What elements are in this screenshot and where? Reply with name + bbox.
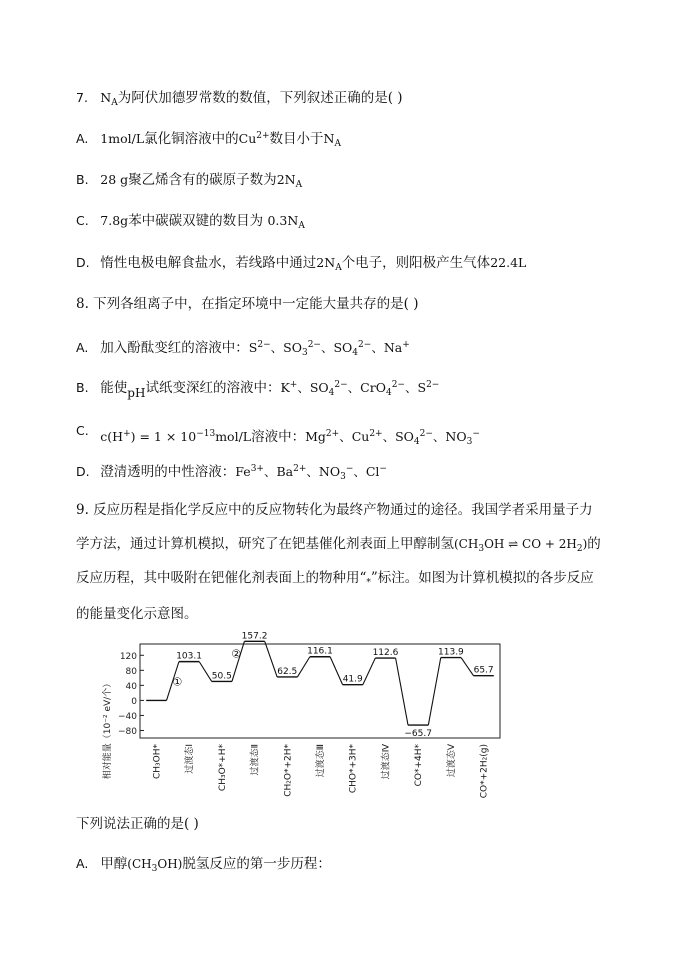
q9a-text: 甲醇 xyxy=(100,856,128,872)
q8a-ions: $S^{2-}$、$SO_3^{2-}$、$SO_4^{2-}$、Na+ xyxy=(248,340,410,358)
q8-option-b xyxy=(76,378,439,398)
q8c-ions: $Mg^{2+}$、$Cu^{2+}$、$SO_4^{2-}$、$NO_3^-$ xyxy=(305,429,480,447)
x-category-label: 过渡态Ⅰ xyxy=(185,744,196,774)
q8-option-d xyxy=(76,462,387,482)
q7d-text2: 个电子，则阳极产生气体 xyxy=(341,255,491,271)
energy-value-label: 50.5 xyxy=(211,671,232,682)
q9a-text2: 脱氢反应的第一步历程： xyxy=(182,856,331,872)
q8a-text: 加入酚酞变红的溶液中： xyxy=(100,340,249,356)
q7c-mass: 7.8g xyxy=(100,213,129,228)
q8-stem xyxy=(76,294,419,314)
connector-line xyxy=(199,662,211,682)
connector-line xyxy=(396,658,408,725)
q8b-ions: K+、$SO_4^{2-}$、CrO$_4^{2-}$、$S^{2-}$ xyxy=(280,380,440,398)
energy-value-label: −65.7 xyxy=(404,729,432,740)
energy-value-label: 116.1 xyxy=(307,646,333,657)
q7a-text2: 数目小于 xyxy=(269,131,324,147)
x-category-label: CHO*+3H* xyxy=(348,744,359,794)
energy-value-label: 65.7 xyxy=(473,665,494,676)
y-tick-label: 0 xyxy=(131,696,137,707)
q7a-na: $N_A$ xyxy=(323,131,341,149)
connector-line xyxy=(265,641,277,677)
q7a-conc: 1mol/L xyxy=(100,131,145,146)
q9-line3-text2: ”标注。如图为计算机模拟的各步反应 xyxy=(370,570,594,586)
q7c-text: 苯中碳碳双键的数目为 xyxy=(128,213,264,229)
option-label: B. xyxy=(76,172,89,187)
q9-line2-text: 学方法，通过计算机模拟，研究了在钯基催化剂表面上甲醇制氢 xyxy=(76,536,454,552)
option-label: A. xyxy=(76,131,89,146)
q7-option-c xyxy=(76,211,305,231)
y-tick-label: 120 xyxy=(119,651,137,662)
step-annotation: ② xyxy=(231,647,242,661)
y-axis-label: 相对能量（10⁻² eV/个） xyxy=(103,678,113,780)
option-label: D. xyxy=(76,255,90,270)
y-tick-label: 40 xyxy=(125,681,137,692)
step-annotation: ① xyxy=(172,675,183,689)
option-label: A. xyxy=(76,856,89,871)
option-label: D. xyxy=(76,464,90,479)
q7d-volume: 22.4L xyxy=(490,255,527,270)
connector-line xyxy=(461,658,473,676)
q7-answer-paren: ( ) xyxy=(387,90,403,106)
q9-line-1: 9. 反应历程是指化学反应中的反应物转化为最终产物通过的途径。我国学者采用量子力 xyxy=(76,502,593,518)
q9-line3-text: 反应历程，其中吸附在钯催化剂表面上的物种用“ xyxy=(76,570,367,586)
option-label: C. xyxy=(76,213,89,228)
q8-answer-paren: ( ) xyxy=(403,296,419,312)
q8b-text: 能使 xyxy=(100,380,128,396)
y-tick-label: 80 xyxy=(125,666,137,677)
energy-value-label: 112.6 xyxy=(372,648,399,659)
q9-star-mark: * xyxy=(366,578,371,588)
connector-line xyxy=(428,658,440,726)
x-category-label: 过渡态Ⅱ xyxy=(250,744,261,776)
connector-line xyxy=(297,657,309,677)
q8-stem-text: 8. 下列各组离子中，在指定环境中一定能大量共存的是 xyxy=(76,296,404,312)
q7b-text: 聚乙烯含有的碳原子数为 xyxy=(128,172,277,188)
q9-question-text: 下列说法正确的是 xyxy=(76,816,184,832)
connector-line xyxy=(363,658,375,685)
q7-na: $N_A$ xyxy=(100,90,118,108)
x-category-label: CH₂O*+2H* xyxy=(283,744,294,797)
x-category-label: 过渡态Ⅴ xyxy=(446,744,457,778)
q9-option-a xyxy=(76,854,331,874)
q8d-text: 澄清透明的中性溶液： xyxy=(100,464,236,480)
option-label: B. xyxy=(76,380,89,395)
q8b-ph: pH xyxy=(127,386,146,400)
q9-line-2 xyxy=(76,534,601,554)
q9-line-4: 的能量变化示意图。 xyxy=(76,606,198,622)
x-category-label: CH₃O*+H* xyxy=(217,744,228,792)
energy-value-label: 157.2 xyxy=(241,631,268,642)
option-label: A. xyxy=(76,340,89,355)
q7a-ion: $Cu^{2+}$ xyxy=(238,131,270,146)
q9-line-3 xyxy=(76,568,594,588)
q7-number: 7. xyxy=(76,90,88,105)
q7d-na: $2N_A$ xyxy=(316,255,342,273)
x-category-label: CO*+4H* xyxy=(414,744,425,787)
q9-answer-paren: ( ) xyxy=(184,816,199,832)
x-category-label: 过渡态Ⅳ xyxy=(381,744,392,780)
q9a-formula: $(CH_3OH)$ xyxy=(127,857,183,874)
q9-equation: ($CH_3OH$ ⇌ CO + $2H_2$) xyxy=(454,537,588,554)
energy-value-label: 41.9 xyxy=(342,674,363,685)
q9-question xyxy=(76,814,199,834)
energy-value-label: 62.5 xyxy=(277,666,298,677)
energy-value-label: 113.9 xyxy=(438,647,464,658)
q8c-conc: $c(H^+) = 1 \times 10^{-13}mol/L$ xyxy=(100,429,252,444)
q7d-text: 惰性电极电解食盐水，若线路中通过 xyxy=(100,255,317,271)
q7a-text: 氯化铜溶液中的 xyxy=(144,131,239,147)
q8-option-a xyxy=(76,338,410,358)
option-label: C. xyxy=(76,423,89,438)
q8c-text: 溶液中： xyxy=(251,429,306,445)
q7-option-b xyxy=(76,170,302,190)
q7-option-a xyxy=(76,129,341,149)
q7c-na: $0.3N_A$ xyxy=(267,213,305,231)
q8-option-c xyxy=(76,421,480,447)
energy-value-label: 103.1 xyxy=(176,651,202,662)
energy-profile-chart xyxy=(76,631,506,806)
q8b-text2: 试纸变深红的溶液中： xyxy=(145,380,281,396)
q7-stem-text: 为阿伏加德罗常数的数值，下列叙述正确的是 xyxy=(117,90,388,106)
q7b-mass: 28 g xyxy=(100,172,129,187)
q7-stem xyxy=(76,88,403,108)
x-category-label: CO*+2H₂(g) xyxy=(479,744,490,799)
q8d-ions: $Fe^{3+}$、$Ba^{2+}$、$NO_3^-$、Cl− xyxy=(235,464,387,482)
x-category-label: 过渡态Ⅲ xyxy=(316,744,326,778)
q7-option-d xyxy=(76,253,526,273)
q9-line2-end: 的 xyxy=(587,536,601,552)
x-category-label: CH₃OH* xyxy=(152,744,163,780)
q7b-na: $2N_A$ xyxy=(276,172,303,190)
y-tick-label: −40 xyxy=(118,711,137,722)
connector-line xyxy=(330,657,342,685)
y-tick-label: −80 xyxy=(118,726,137,737)
